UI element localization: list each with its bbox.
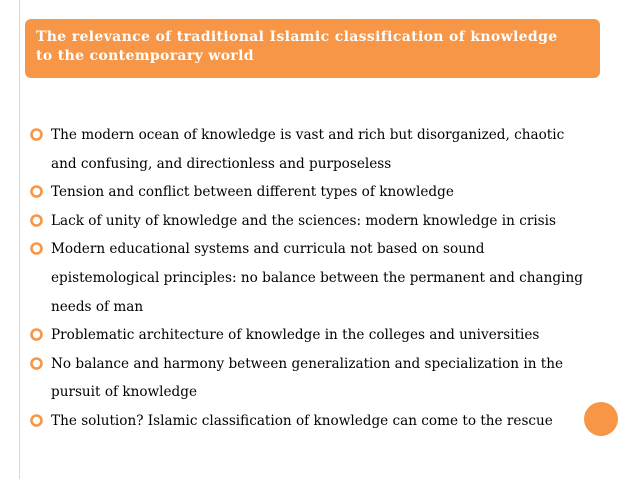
- decorative-orange-circle: [584, 402, 618, 436]
- left-edge-line: [19, 0, 20, 479]
- bullet-text: No balance and harmony between generalization and specialization in the pursuit of knowledge: [51, 355, 564, 401]
- bullet-item: [29, 207, 609, 236]
- hollow-circle-bullet-icon: [29, 413, 44, 428]
- bullet-item: [29, 407, 609, 436]
- bullet-text: Lack of unity of knowledge and the sciences: modern knowledge in crisis: [51, 212, 556, 229]
- bullet-item: [29, 321, 609, 350]
- hollow-circle-bullet-icon: [29, 213, 44, 228]
- bullet-item: [29, 121, 609, 178]
- bullet-text: The modern ocean of knowledge is vast and rich but disorganized, chaotic and confusing, and directionless and purposeless: [51, 127, 565, 172]
- bullet-text: Problematic architecture of knowledge in the colleges and universities: [51, 327, 540, 344]
- hollow-circle-bullet-icon: [29, 184, 44, 199]
- bullet-item: [29, 350, 609, 407]
- bullet-text: The solution? Islamic classification of knowledge can come to the rescue: [51, 412, 553, 429]
- bullet-text: Modern educational systems and curricula not based on sound epistemological principles: no balance between the permanent and changing needs of man: [51, 241, 583, 315]
- hollow-circle-bullet-icon: [29, 241, 44, 256]
- bullet-item: [29, 178, 609, 207]
- hollow-circle-bullet-icon: [29, 356, 44, 371]
- slide-title: The relevance of traditional Islamic classification of knowledge to the contemporary world: [25, 19, 600, 78]
- bullet-item: [29, 235, 609, 321]
- hollow-circle-bullet-icon: [29, 127, 44, 142]
- hollow-circle-bullet-icon: [29, 327, 44, 342]
- bullet-text: Tension and conflict between different types of knowledge: [51, 184, 454, 201]
- bullet-list: [29, 121, 609, 436]
